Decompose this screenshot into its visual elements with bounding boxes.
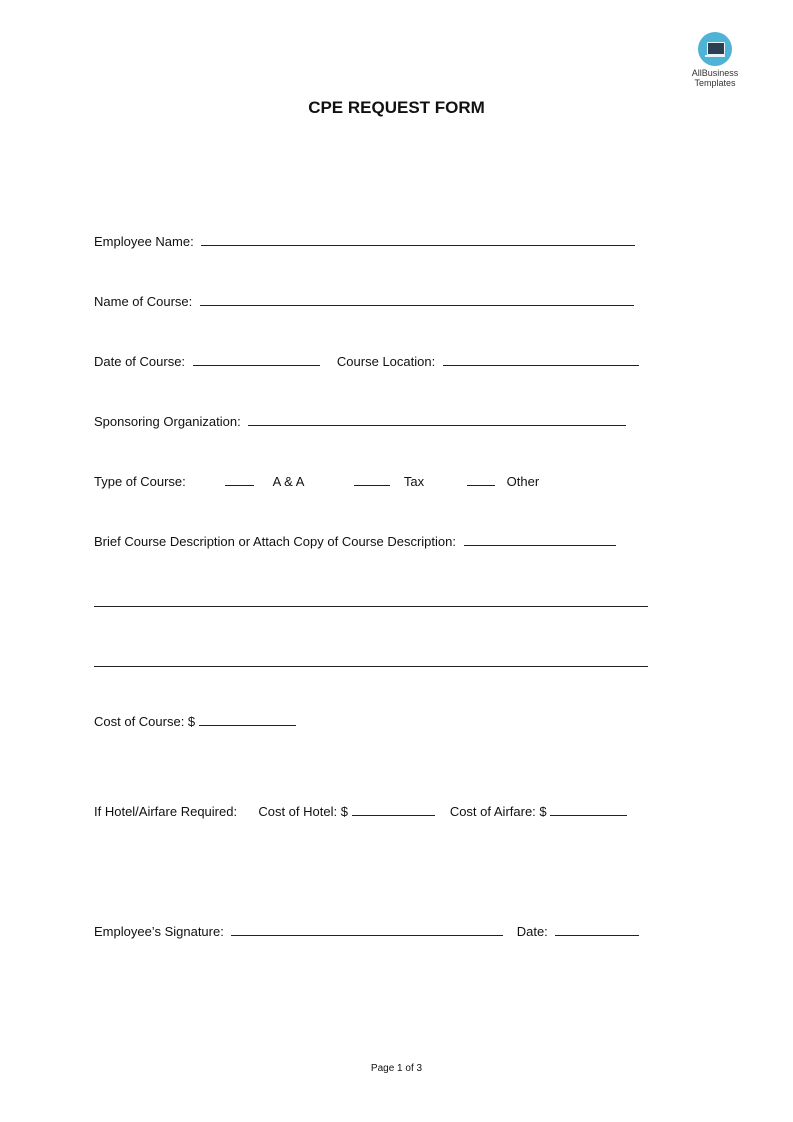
cost-airfare-field[interactable] xyxy=(550,803,627,816)
description-line-1[interactable] xyxy=(94,594,648,607)
type-tax-checkbox[interactable] xyxy=(354,473,390,486)
description-line-2-row xyxy=(94,654,648,670)
course-date-field[interactable] xyxy=(193,353,320,366)
type-aa-checkbox[interactable] xyxy=(225,473,254,486)
form-title: CPE REQUEST FORM xyxy=(308,98,485,117)
course-name-field[interactable] xyxy=(200,293,634,306)
cost-hotel-field[interactable] xyxy=(352,803,435,816)
course-name-label: Name of Course: xyxy=(94,294,193,309)
course-location-field[interactable] xyxy=(443,353,639,366)
description-line-1-row xyxy=(94,594,648,610)
description-row xyxy=(94,533,616,549)
course-name-row xyxy=(94,293,634,309)
signature-row xyxy=(94,923,639,939)
type-other-checkbox[interactable] xyxy=(467,473,495,486)
employee-name-label: Employee Name: xyxy=(94,234,194,249)
hotel-airfare-row xyxy=(94,803,627,819)
type-tax-label: Tax xyxy=(403,474,425,489)
cost-airfare-label: Cost of Airfare: $ xyxy=(449,804,547,819)
type-aa-label: A & A xyxy=(272,474,304,489)
employee-name-field[interactable] xyxy=(201,233,635,246)
logo-line-2: Templates xyxy=(694,78,736,88)
course-type-row xyxy=(94,473,539,489)
cost-hotel-label: Cost of Hotel: $ xyxy=(258,804,348,819)
type-other-label: Other xyxy=(506,474,540,489)
date-label: Date: xyxy=(516,924,548,939)
logo-text xyxy=(682,68,748,88)
description-line-2[interactable] xyxy=(94,654,648,667)
course-type-label: Type of Course: xyxy=(94,474,186,489)
signature-field[interactable] xyxy=(231,923,503,936)
cost-course-label: Cost of Course: $ xyxy=(94,714,196,729)
cost-course-row xyxy=(94,713,296,729)
sponsor-row xyxy=(94,413,626,429)
course-date-label: Date of Course: xyxy=(94,354,186,369)
description-field[interactable] xyxy=(464,533,616,546)
sponsor-field[interactable] xyxy=(248,413,626,426)
date-field[interactable] xyxy=(555,923,639,936)
sponsor-label: Sponsoring Organization: xyxy=(94,414,241,429)
course-location-label: Course Location: xyxy=(336,354,436,369)
date-location-row xyxy=(94,353,639,369)
description-label: Brief Course Description or Attach Copy of Course Description: xyxy=(94,534,456,549)
signature-label: Employee’s Signature: xyxy=(94,924,224,939)
page-number: Page 1 of 3 xyxy=(370,1063,423,1074)
laptop-icon xyxy=(698,32,732,66)
logo xyxy=(682,32,748,88)
cost-course-field[interactable] xyxy=(199,713,296,726)
hotel-airfare-label: If Hotel/Airfare Required: xyxy=(94,804,238,819)
logo-line-1: AllBusiness xyxy=(691,68,739,78)
employee-name-row xyxy=(94,233,635,249)
